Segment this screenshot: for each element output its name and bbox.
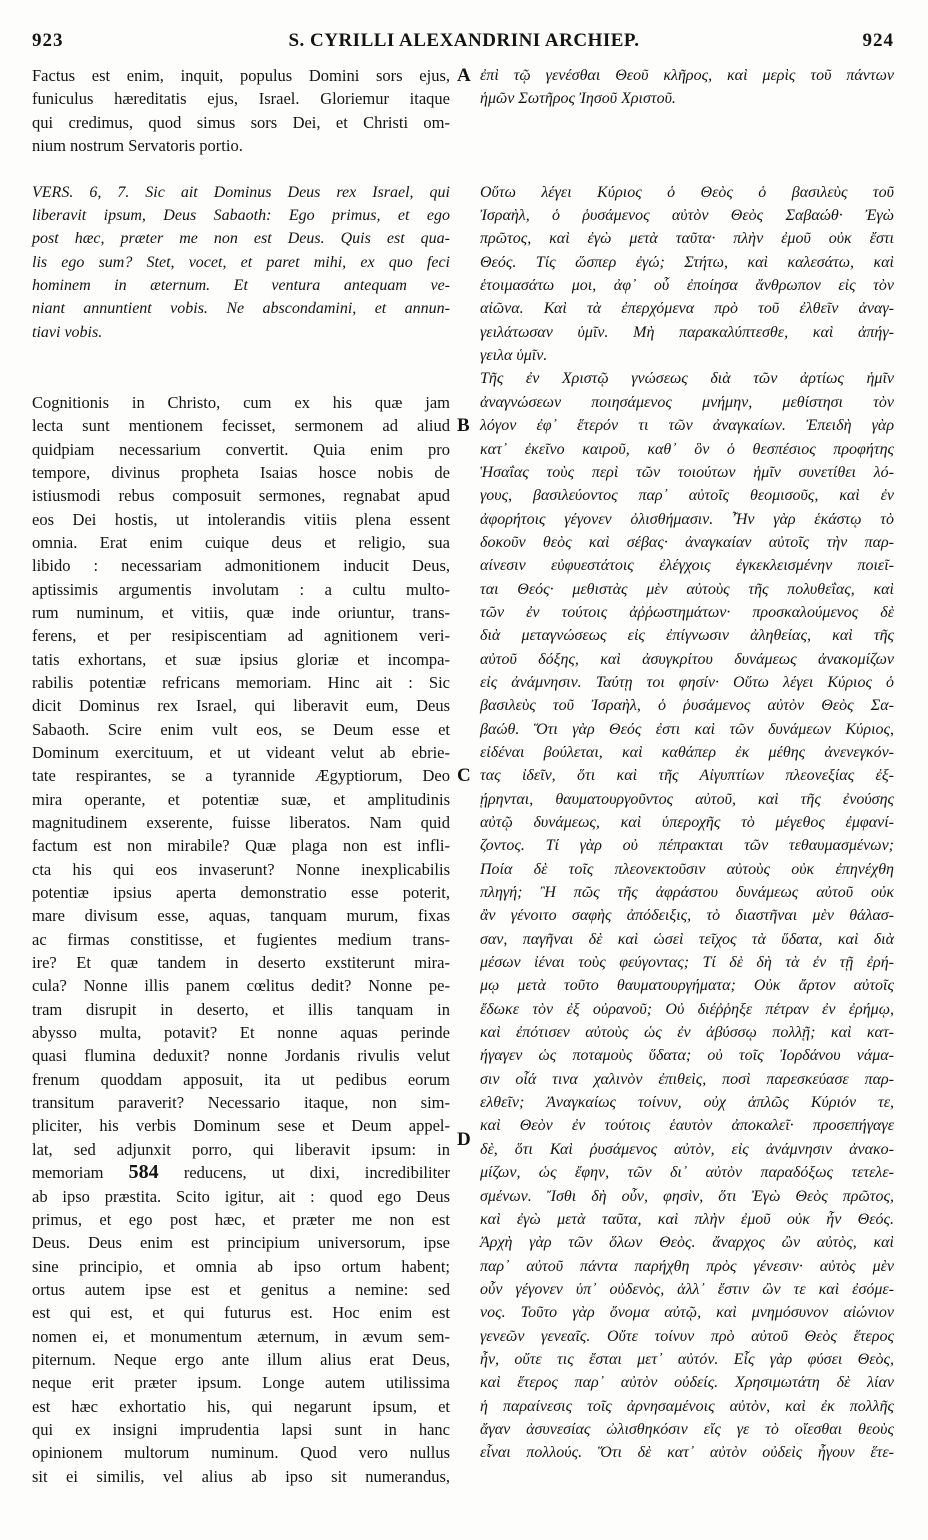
text-line: ἐπὶ τῷ γενέσθαι Θεοῦ κλῆρος, καὶ μερὶς τοῦ πάντων: [480, 67, 894, 84]
text-line: Ποία δὲ τοῖς πλεονεκτοῦσιν αὐτοὺς οὐκ ἐπηνέχθη: [480, 860, 894, 878]
text-line: δὲ, ὅτι Καὶ ῥυσάμενος αὐτὸν, εἰς ἀνάμνησιν ἀνακο-: [480, 1140, 894, 1158]
text-line: ferens, et per resipiscentiam ad agnitionem veri-: [32, 626, 450, 646]
text-line: sit ei similis, vel alius ab ipso sit numerandus,: [32, 1466, 450, 1486]
margin-marker-b: B: [457, 415, 470, 436]
text-line: δοκοῦν θεὸς καὶ σέβας· ἀναγκαίαν αὐτοῖς τὴν παρ-: [480, 533, 894, 551]
text-line: γενεῶν γενεαῖς. Οὔτε τοίνυν πρὸ αὐτοῦ Θεὸς ἕτερος: [480, 1327, 894, 1345]
text-line: lecta sunt mentionem fecisset, sermonem ad aliud: [32, 416, 450, 436]
text-line: ελθεῖν; Ἀναγκαίως τοίνυν, οὐχ ἁπλῶς Κύριόν τε,: [480, 1094, 894, 1112]
text-line: πρῶτος, καὶ ἐγὼ μετὰ ταῦτα· πλὴν ἐμοῦ οὐκ ἔστι: [480, 230, 894, 248]
column-number-marker: 584: [128, 1161, 159, 1184]
text-line: εἰς ἀνάμνησιν. Ταύτῃ τοι φησίν· Οὕτω λέγει Κύριος ὁ: [480, 673, 894, 691]
text-line: funiculus hæreditatis ejus, Israel. Gloriemur itaque: [32, 89, 450, 109]
text-line: ἀναγνώσεων ποιησάμενος μνήμην, μεθίστησι τὸν: [480, 393, 894, 411]
text-line: αὐτῷ δυνάμεως, καὶ ὑπεροχῆς τὸ μέγεθος ἐμφανί-: [480, 814, 894, 831]
spacer: [32, 157, 450, 180]
text-line: mare divisum esse, aquas, tanquam murum, fixas: [32, 906, 450, 926]
text-line: μῳ μετὰ τοῦτο θαυματουργήματα; Οὐκ ἄρτον αὐτοῖς: [480, 977, 894, 995]
text-line: κατ᾽ ἐκεῖνο καιροῦ, καθ᾽ ὃν ὁ θεσπέσιος προφήτης: [480, 440, 894, 458]
text-line: Sabaoth. Scire enim vult eos, se Deum esse et: [32, 719, 450, 739]
text-line: Ἰσραὴλ, ὁ ῥυσάμενος αὐτὸν Θεὸς Σαβαώθ· Ἐγὼ: [480, 207, 894, 225]
text-line: Cognitionis in Christo, cum ex his quæ jam: [32, 392, 450, 412]
spacer: [32, 367, 450, 390]
spacer: [32, 344, 450, 367]
spacer: [480, 111, 894, 134]
latin-commentary: [32, 391, 450, 1161]
text-line: est hæc exhortatio his, qui negarunt ipsum, et: [32, 1396, 450, 1416]
text-line: eos Dei hostis, ut intolerandis vitiis plena essent: [32, 509, 450, 529]
text-line: εἰδέναι βούλεται, καὶ καθάπερ ἐκ μέθης ἀνενεγκόν-: [480, 743, 894, 761]
running-title: S. CYRILLI ALEXANDRINI ARCHIEP.: [288, 30, 640, 51]
text-line: transitum paraverit? Necessario itaque, non sim-: [32, 1093, 450, 1113]
text-line: post hæc, præter me non est Deus. Quis est qua-: [32, 230, 450, 248]
text-line: sine principio, et omnia ab ipso ortum habent;: [32, 1256, 450, 1276]
text-line: quasi flumina deduxit? nonne Jordanis rivulis velut: [32, 1046, 450, 1066]
text-line: cula? Nonne illis panem cœlitus dedit? Nonne pe-: [32, 976, 450, 996]
text-line: istiusmodi rebus composuit sermones, regnabat apud: [32, 486, 450, 506]
text-line: opinionem multorum numinum. Quod vero nullus: [32, 1443, 450, 1463]
text-line: tatis exhortans, et suæ ipsius gloriæ et incompa-: [32, 649, 450, 669]
text-line: VERS. 6, 7. Sic ait Dominus Deus rex Israel, qui: [32, 183, 450, 201]
text-line: ἑτοιμασάτω μοι, ἀφ᾽ οὗ ἐποίησα ἄνθρωπον εἰς τὸν: [480, 277, 894, 295]
text-line: lis ego sum? Stet, vocet, et paret mihi, ex quo feci: [32, 253, 450, 271]
text-line: σαν, παγῆναι δὲ καὶ ὡσεὶ τεῖχος τὰ ὕδατα, καὶ διὰ: [480, 930, 894, 948]
text-line: ήγαγεν ὡς ποταμοὺς ὕδατα; οὐ τοῖς Ἰορδάνου νάμα-: [480, 1047, 894, 1065]
text-line: rabilis potentiæ refricans memoriam. Hinc ait : Sic: [32, 672, 450, 692]
text-line: πληγή; Ἢ πῶς τῆς ἀφράστου δυνάμεως αὐτοῦ οὐκ: [480, 884, 894, 902]
text-line: ἀφορήτοις γέγονεν ὀλισθήμασιν. Ἦν γὰρ ἑκάστῳ τὸ: [480, 510, 894, 528]
text-line: ζοντος. Τί γὰρ οὐ πέπρακται τῶν τεθαυμασμένων;: [480, 837, 894, 855]
text-line: est qui est, et qui futurus est. Hoc enim est: [32, 1303, 450, 1323]
text-line: lat, sed adjunxit porro, qui liberavit ipsum: in: [32, 1139, 450, 1159]
text-line: rum numinum, et vitiis, quæ inde oriuntur, trans-: [32, 602, 450, 622]
margin-marker-c: C: [457, 765, 471, 786]
text-line: καὶ ἐγὼ μετὰ ταῦτα, καὶ πλὴν ἐμοῦ οὐκ ἦν Θεός.: [480, 1210, 894, 1228]
text-line: mira operante, et potentiæ suæ, et amplitudinis: [32, 789, 450, 809]
text-line: εἶναι πολλούς. Ὅτι δὲ κατ᾽ αὐτὸν οὐδεὶς ἦγουν ἕτε-: [480, 1444, 894, 1462]
text-line: γειλάτωσαν ὑμῖν. Μὴ παρακαλύπτεσθε, καὶ ἀπήγ-: [480, 323, 894, 341]
text-line: qui ex insigni imprudentia lapsi sunt in hanc: [32, 1419, 450, 1439]
text-line: tempore, divinus propheta Isaias hosce nobis de: [32, 462, 450, 482]
text-line: ῄρηνται, θαυματουργοῦντος αὐτοῦ, καὶ τῆς ἐνούσης: [480, 790, 894, 808]
text-line: βασιλεὺς τοῦ Ἰσραὴλ, ὁ ῥυσάμενος αὐτὸν Θεὸς Σα-: [480, 697, 894, 715]
text-line: Τῆς ἐν Χριστῷ γνώσεως διὰ τῶν ἀρτίως ἡμῖν: [480, 370, 894, 388]
text-line: ἦν, οὔτε τις ἔσται μετ᾽ αὐτόν. Εἷς γὰρ φύσει Θεὸς,: [480, 1350, 894, 1368]
text-line: Θεός. Τίς ὥσπερ ἐγώ; Στήτω, καὶ καλεσάτω, καὶ: [480, 253, 894, 271]
page-number-right: 924: [862, 30, 894, 51]
text-after-number: reducens, ut dixi, incredibiliter: [158, 1163, 451, 1183]
text-line: ἔδωκε τὸν ἐξ οὐρανοῦ; Οὐ διέῤῥηξε πέτραν ἐν ἐρήμῳ,: [480, 1000, 894, 1018]
margin-marker-a: A: [457, 65, 471, 86]
text-line: neque erit præter ipsum. Longe autem utilissima: [32, 1373, 450, 1393]
text-line: hominem in æternum. Et ventura antequam ve-: [32, 277, 450, 295]
text-line: σμένων. Ἴσθι δὴ οὖν, φησὶν, ὅτι Ἐγὼ Θεὸς πρῶτος,: [480, 1187, 894, 1205]
greek-intro-paragraph: [480, 64, 894, 111]
text-line: tiavi vobis.: [32, 323, 103, 341]
text-line: οὖν γέγονεν ὑπ᾽ οὐδενὸς, ἀλλ᾽ ἔστιν ὢν τε καὶ ἐσόμε-: [480, 1280, 894, 1298]
text-line: τας ἰδεῖν, ὅτι καὶ τῆς Αἰγυπτίων πλεονεξίας ἐξ-: [480, 767, 894, 785]
text-line: abysso multa, potavit? Et nonne aquas perinde: [32, 1023, 450, 1043]
text-line: ἂν γένοιτο σαφὴς ἀπόδειξις, τὸ διαστῆναι μὲν θάλασ-: [480, 907, 894, 925]
text-line: piternum. Neque ergo ante illum alius erat Deus,: [32, 1349, 450, 1369]
latin-column: [32, 64, 450, 1488]
text-line: διὰ μεταγνώσεως εἰς ἐπίγνωσιν ἀληθείας, καὶ τῆς: [480, 627, 894, 645]
text-line: nium nostrum Servatoris portio.: [32, 136, 243, 156]
text-line: qui credimus, quod simus sors Dei, et Christi om-: [32, 112, 450, 132]
latin-line-column-number: [32, 1161, 450, 1184]
greek-verse-citation: [480, 181, 894, 368]
text-line: Ἀρχὴ γὰρ τῶν ὅλων Θεὸς. ἄναρχος ὢν αὐτὸς, καὶ: [480, 1234, 894, 1252]
text-line: νος. Τοῦτο γὰρ ὄνομα αὐτῷ, καὶ μνημόσυνον αἰώνιον: [480, 1304, 894, 1322]
text-line: cta his qui eos invaserunt? Nonne inexplicabilis: [32, 859, 450, 879]
text-line: quidpiam necessarium convertit. Quia enim pro: [32, 439, 450, 459]
text-line: μέσων ἰέναι τοὺς φεύγοντας; Τί δὲ δὴ τὰ ἐν τῇ ἐρή-: [480, 954, 894, 972]
margin-marker-d: D: [457, 1129, 471, 1150]
text-line: frenum quoddam apposuit, ita ut pedibus eorum: [32, 1069, 450, 1089]
text-line: aptissimis argumentis involutam : a cultu multo-: [32, 579, 450, 599]
text-line: αἰῶνα. Καὶ τὰ ἐπερχόμενα πρὸ τοῦ ἐλθεῖν ἀναγ-: [480, 300, 894, 318]
text-line: τῶν ἐν τούτοις ἀῤῥωστημάτων· προσκαλούμενος δὲ: [480, 603, 894, 621]
text-line: ab ipso præstita. Scito igitur, ait : quod ego Deus: [32, 1186, 450, 1206]
latin-commentary-continued: [32, 1185, 450, 1488]
text-line: Deus. Deus enim est principium universorum, ipse: [32, 1233, 450, 1253]
spacer: [480, 134, 894, 157]
text-line: Dominum exercituum, et ut videant velut ab ebrie-: [32, 742, 450, 762]
text-line: καὶ ἐπότισεν αὐτοὺς ὡς ἐν ἀβύσσῳ πολλῇ; καὶ κατ-: [480, 1024, 894, 1042]
text-line: γειλα ὑμῖν.: [480, 347, 548, 365]
text-line: παρ᾽ αὐτοῦ πάντα παρήχθη πρὸς γένεσιν· αὐτὸς μὲν: [480, 1257, 894, 1275]
text-line: Οὕτω λέγει Κύριος ὁ Θεὸς ὁ βασιλεὺς τοῦ: [480, 183, 894, 201]
text-line: καὶ Θεὸν ἐν τούτοις ἑαυτὸν ἀποκαλεῖ· προσεπήγαγε: [480, 1117, 894, 1135]
text-line: γους, βασιλεύοντος παρ᾽ αὐτοῖς θεομισοῦς, καὶ ἐν: [480, 487, 894, 505]
text-line: tate respirantes, se a tyrannide Ægyptiorum, Deo: [32, 766, 450, 786]
text-line: potentiæ ipsius aperta demonstratio esse poterit,: [32, 883, 450, 903]
text-line: dicit Dominus rex Israel, qui liberavit eum, Deus: [32, 696, 450, 716]
text-before-number: memoriam: [32, 1163, 129, 1183]
text-line: ortus autem ipse est et genitus a nemine: sed: [32, 1279, 450, 1299]
text-line: niant annuntient vobis. Ne abscondamini, et annun-: [32, 300, 450, 318]
text-line: Ἡσαΐας τοὺς περὶ τῶν τοιούτων ἡμῖν συνετίθει λό-: [480, 463, 894, 481]
text-line: λόγον ἐφ᾽ ἕτερόν τι τῶν ἀναγκαίων. Ἐπειδὴ γὰρ: [480, 417, 894, 435]
text-line: factum est non mirabile? Quæ plaga non est infli-: [32, 836, 450, 856]
text-line: αίνεσιν εὐφυεστάτοις ἐλέγχοις ἐγκεκλεισμένην ποιεῖ-: [480, 557, 894, 575]
text-line: magnitudinem exserente, fuisse liberatos. Nam quid: [32, 813, 450, 832]
text-line: Factus est enim, inquit, populus Domini sors ejus,: [32, 66, 450, 85]
text-line: primus, et ego post hæc, et præter me non est: [32, 1209, 450, 1229]
text-line: ac firmas constitisse, et fugientes medium trans-: [32, 929, 450, 949]
text-line: tram disrupit in deserto, et illis tanquam in: [32, 999, 450, 1019]
text-line: omnia. Erat enim cuique deus et religio, sua: [32, 532, 450, 552]
text-line: αὐτοῦ δόξης, καὶ ἀσυγκρίτου δυνάμεως ἀνακομίζων: [480, 650, 894, 668]
spacer: [480, 157, 894, 180]
text-line: ἡ παραίνεσις τοῖς ἀρνησαμένοις αὐτὸν, καὶ ἐκ πολλῆς: [480, 1397, 894, 1415]
text-line: σιν οἷά τινα χαλινὸν ἐπιθεὶς, ποσὶ παρεσκεύασε παρ-: [480, 1070, 894, 1088]
latin-intro-paragraph: [32, 64, 450, 157]
text-line: μίζων, ὡς ἔφην, τῶν δι᾽ αὐτὸν παραδόξως τετελε-: [480, 1164, 894, 1182]
text-line: pliciter, his verbis Dominum sese et Deum appel-: [32, 1116, 450, 1136]
text-line: ire? Et quæ tandem in deserto exstiterunt mira-: [32, 953, 450, 973]
page-number-left: 923: [32, 30, 64, 51]
text-line: ἡμῶν Σωτῆρος Ἰησοῦ Χριστοῦ.: [480, 90, 676, 108]
text-line: βαώθ. Ὅτι γὰρ Θεός ἐστι καὶ τῶν δυνάμεων Κύριος,: [480, 720, 894, 738]
page-header: [0, 0, 928, 60]
text-line: καὶ ἕτερος παρ᾽ αὐτὸν οὐδείς. Χρησιμωτάτη δὲ λίαν: [480, 1374, 894, 1392]
greek-column: [480, 64, 894, 1465]
text-line: ἄγαν ἀσυνεσίας ὠλισθηκόσιν εἴς γε τὸ οἴεσθαι θεοὺς: [480, 1420, 894, 1438]
text-line: liberavit ipsum, Deus Sabaoth: Ego primus, et ego: [32, 207, 450, 225]
latin-verse-citation: [32, 181, 450, 344]
text-line: ται Θεός· μεθιστὰς μὲν αὐτοὺς τῆς πολυθεΐας, καὶ: [480, 580, 894, 598]
greek-commentary: [480, 367, 894, 1464]
text-line: nomen ei, et monumentum æternum, in ævum sem-: [32, 1326, 450, 1346]
text-line: libido : necessariam admonitionem inducit Deus,: [32, 556, 450, 576]
